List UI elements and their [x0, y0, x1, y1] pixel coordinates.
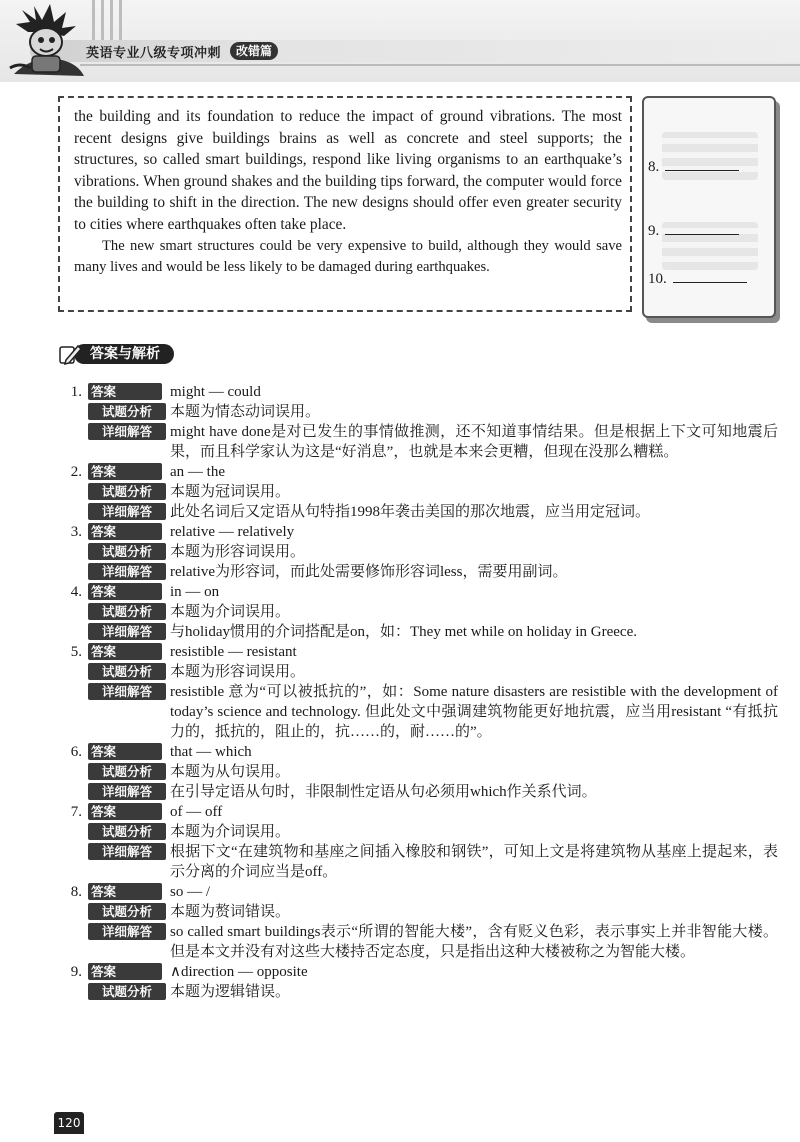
answer-label: 答案	[88, 463, 162, 480]
blank-line	[673, 268, 747, 283]
answer-label: 答案	[88, 643, 162, 660]
answer-correction: so — /	[170, 884, 211, 900]
answer-item-8	[58, 882, 778, 962]
item-number: 9.	[70, 964, 82, 980]
detail-label: 详细解答	[88, 503, 166, 520]
detail-text: 此处名词后又定语从句特指1998年袭击美国的那次地震，应当用定冠词。	[170, 504, 651, 520]
answer-item-2	[58, 462, 778, 522]
analysis-text: 本题为逻辑错误。	[170, 984, 291, 1000]
detail-label: 详细解答	[88, 683, 166, 700]
item-number: 6.	[70, 744, 82, 760]
detail-text: resistible 意为“可以被抵抗的”，如：Some nature disasters are resistible with the development of today’s science and technology. 但此处文中强调建筑物能更好地抗震，应当用resistant “有抵抗力的，抵抗的，阻止的，抗……的，耐……的”。	[170, 684, 778, 740]
analysis-text: 本题为介词误用。	[170, 824, 291, 840]
answer-correction: ∧direction — opposite	[170, 964, 308, 980]
answers-title-text: 答案与解析	[90, 346, 160, 362]
page-number: 120	[54, 1112, 84, 1134]
analysis-label: 试题分析	[88, 603, 166, 620]
analysis-label: 试题分析	[88, 483, 166, 500]
passage-paragraph-2: The new smart structures could be very expensive to build, although they would save many lives and would be less likely to be damaged during earthquakes.	[74, 237, 622, 276]
blank-line	[665, 220, 739, 235]
page-header	[0, 0, 800, 82]
pencil-icon	[58, 342, 82, 366]
header-divider	[80, 64, 800, 66]
mascot-icon	[4, 2, 88, 82]
detail-label: 详细解答	[88, 563, 166, 580]
series-title: 英语专业八级专项冲刺	[86, 46, 222, 61]
analysis-text: 本题为冠词误用。	[170, 484, 291, 500]
analysis-text: 本题为介词误用。	[170, 604, 291, 620]
answer-item-6	[58, 742, 778, 802]
answer-label: 答案	[88, 583, 162, 600]
analysis-label: 试题分析	[88, 763, 166, 780]
answer-label: 答案	[88, 383, 162, 400]
answer-label: 答案	[88, 523, 162, 540]
answer-correction: might — could	[170, 384, 261, 400]
blank-number: 10.	[648, 271, 667, 287]
answer-label: 答案	[88, 963, 162, 980]
answer-label: 答案	[88, 883, 162, 900]
answer-correction: that — which	[170, 744, 252, 760]
answer-correction: an — the	[170, 464, 225, 480]
passage-paragraph-1: the building and its foundation to reduce the impact of ground vibrations. The most recent designs give buildings brains as well as concrete and steel supports; the structures, so called smart buildings, respond like living organisms to an earthquake’s vibrations. When ground shakes and the building tips forward, the computer would force the building to shift in the direction. The new designs should offer even greater security to cities where earthquakes often take place.	[74, 108, 622, 233]
answer-correction: resistible — resistant	[170, 644, 297, 660]
detail-text: might have done是对已发生的事情做推测，还不知道事情结果。但是根据上下文可知地震后果，而且科学家认为这是“好消息”，也就是本来会更糟，但现在没那么糟糕。	[170, 424, 778, 460]
detail-label: 详细解答	[88, 623, 166, 640]
analysis-label: 试题分析	[88, 663, 166, 680]
answer-item-4	[58, 582, 778, 642]
answer-blank-9[interactable]	[648, 220, 739, 240]
detail-text: so called smart buildings表示“所谓的智能大楼”，含有贬义色彩，表示事实上并非智能大楼。但是本文并没有对这些大楼持否定态度，只是指出这种大楼被称之为智能大楼。	[170, 924, 778, 960]
answer-correction: relative — relatively	[170, 524, 295, 540]
answer-correction: in — on	[170, 584, 220, 600]
answer-list	[58, 382, 778, 1002]
analysis-text: 本题为形容词误用。	[170, 544, 306, 560]
answer-item-9	[58, 962, 778, 1002]
answer-blank-8[interactable]	[648, 156, 739, 176]
answer-correction: of — off	[170, 804, 223, 820]
answer-label: 答案	[88, 743, 162, 760]
item-number: 5.	[70, 644, 82, 660]
passage	[74, 106, 622, 279]
analysis-label: 试题分析	[88, 823, 166, 840]
detail-text: 根据下文“在建筑物和基座之间插入橡胶和钢铁”，可知上文是将建筑物从基座上提起来，表示分离的介词应当是off。	[170, 844, 778, 880]
blank-line	[665, 156, 739, 171]
item-number: 4.	[70, 584, 82, 600]
analysis-text: 本题为形容词误用。	[170, 664, 306, 680]
item-number: 2.	[70, 464, 82, 480]
answer-blank-panel	[642, 96, 776, 318]
series-tag: 改错篇	[230, 42, 278, 60]
item-number: 1.	[70, 384, 82, 400]
answer-item-1	[58, 382, 778, 462]
detail-text: 与holiday惯用的介词搭配是on，如：They met while on holiday in Greece.	[170, 624, 638, 640]
item-number: 7.	[70, 804, 82, 820]
detail-label: 详细解答	[88, 923, 166, 940]
analysis-text: 本题为情态动词误用。	[170, 404, 321, 420]
detail-label: 详细解答	[88, 783, 166, 800]
answers-section-title	[74, 344, 174, 364]
answer-item-3	[58, 522, 778, 582]
analysis-label: 试题分析	[88, 543, 166, 560]
answer-item-7	[58, 802, 778, 882]
detail-text: relative为形容词，而此处需要修饰形容词less，需要用副词。	[170, 564, 568, 580]
analysis-label: 试题分析	[88, 403, 166, 420]
answer-blank-10[interactable]	[648, 268, 747, 288]
item-number: 8.	[70, 884, 82, 900]
detail-label: 详细解答	[88, 423, 166, 440]
analysis-text: 本题为赘词错误。	[170, 904, 291, 920]
answer-item-5	[58, 642, 778, 742]
detail-label: 详细解答	[88, 843, 166, 860]
blank-number: 8.	[648, 159, 660, 175]
answer-label: 答案	[88, 803, 162, 820]
item-number: 3.	[70, 524, 82, 540]
analysis-label: 试题分析	[88, 983, 166, 1000]
detail-text: 在引导定语从句时，非限制性定语从句必须用which作关系代词。	[170, 784, 597, 800]
blank-number: 9.	[648, 223, 660, 239]
analysis-text: 本题为从句误用。	[170, 764, 291, 780]
analysis-label: 试题分析	[88, 903, 166, 920]
